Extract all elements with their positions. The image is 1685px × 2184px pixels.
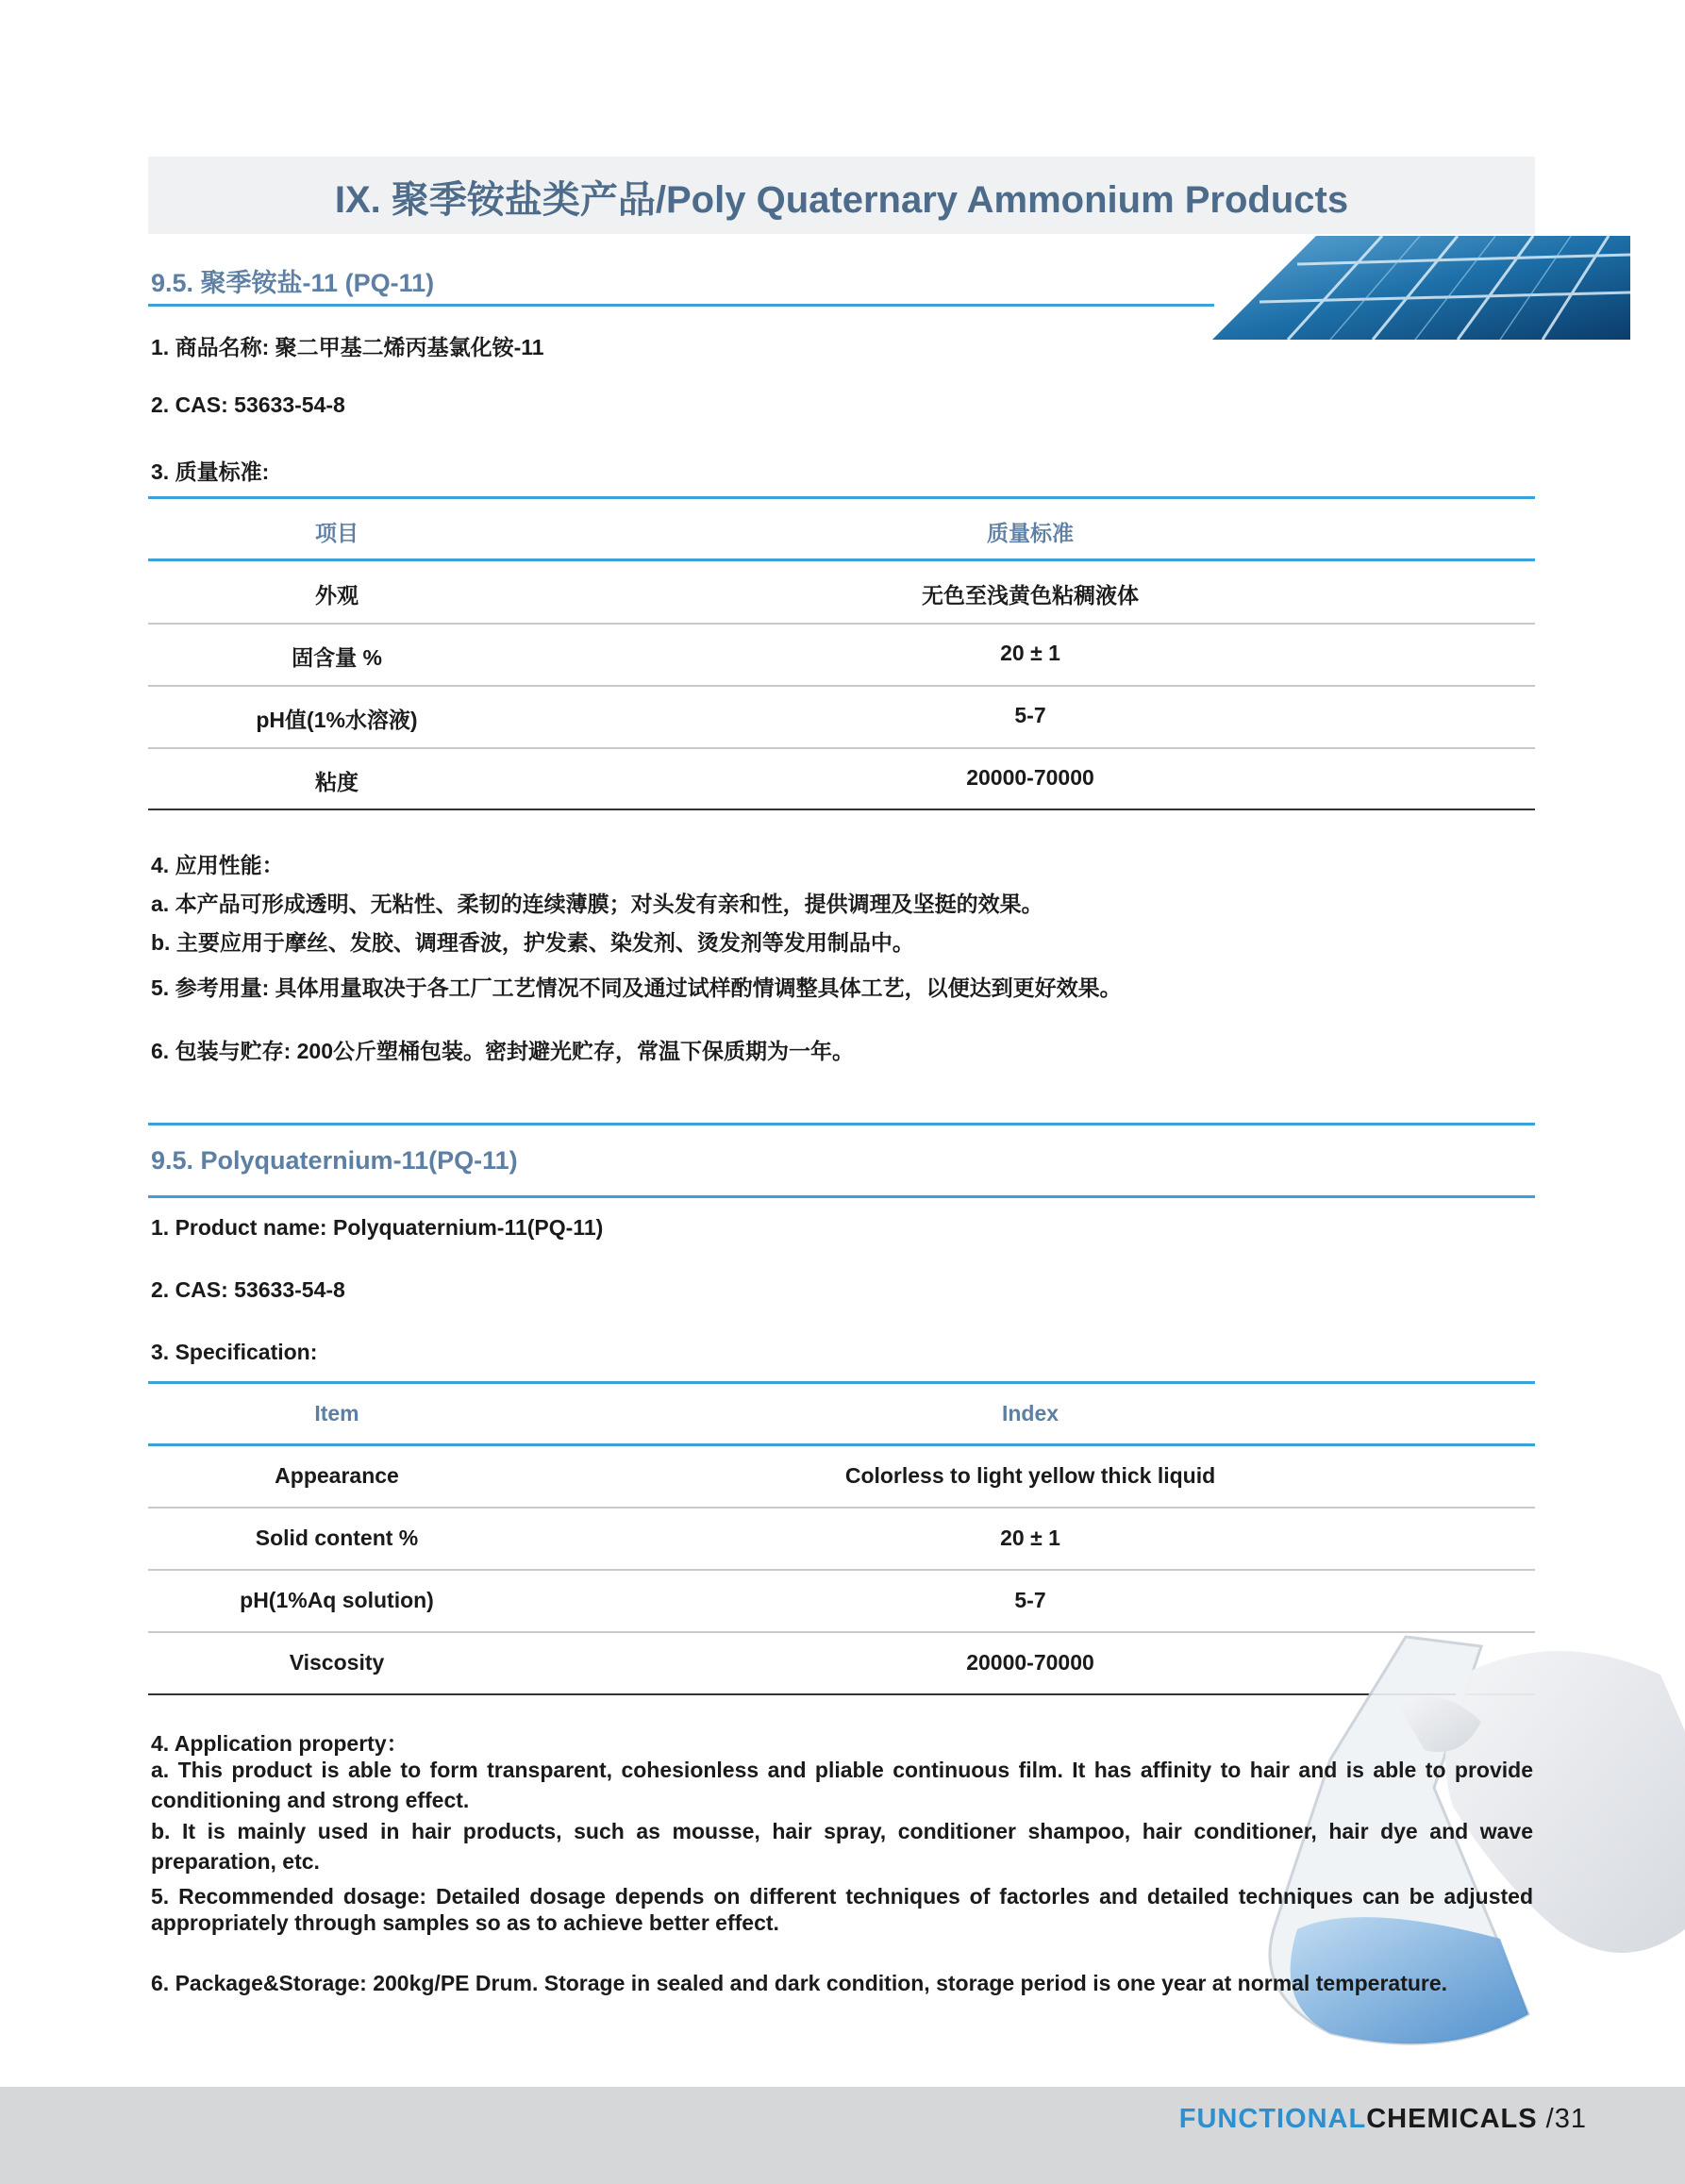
cn-cas: 2. CAS: 53633-54-8 xyxy=(151,392,345,417)
cn-row3-value: 5-7 xyxy=(1014,703,1046,727)
cn-application-label: 4. 应用性能： xyxy=(151,853,284,877)
cn-table-bottom-rule xyxy=(148,809,1535,810)
en-application-b: b. It is mainly used in hair products, such as mousse, hair spray, conditioner shampoo, hair conditioner, hair dye and wave preparation, etc. xyxy=(151,1819,1533,1874)
en-row1-value: Colorless to light yellow thick liquid xyxy=(844,1463,1216,1488)
cn-row3-item: pH值(1%水溶液) xyxy=(256,708,418,732)
en-row2-item: Solid content % xyxy=(255,1525,419,1550)
en-heading-rule xyxy=(148,1195,1535,1198)
cn-heading-rule xyxy=(148,304,1214,307)
en-application-label: 4. Application property： xyxy=(151,1731,409,1756)
en-cas: 2. CAS: 53633-54-8 xyxy=(151,1277,345,1302)
en-section-top-rule xyxy=(148,1123,1535,1125)
en-table-header-item: Item xyxy=(314,1401,359,1425)
cn-spec-label: 3. 质量标准: xyxy=(151,459,270,484)
en-row2-value: 20 ± 1 xyxy=(1000,1525,1060,1550)
cn-table-header-item: 项目 xyxy=(315,521,359,545)
cn-table-header-rule xyxy=(148,559,1535,561)
en-application-a: a. This product is able to form transparent, cohesionless and pliable continuous film. It has affinity to hair and is able to provide conditioning and strong effect. xyxy=(151,1758,1533,1812)
cn-row-divider xyxy=(148,685,1535,687)
cn-table-header-standard: 质量标准 xyxy=(987,521,1074,545)
cn-row2-value: 20 ± 1 xyxy=(1000,641,1060,665)
cn-application-b: b. 主要应用于摩丝、发胶、调理香波，护发素、染发剂、烫发剂等发用制品中。 xyxy=(151,930,914,955)
en-spec-label: 3. Specification: xyxy=(151,1340,318,1364)
cn-row-divider xyxy=(148,747,1535,749)
en-row4-item: Viscosity xyxy=(289,1650,385,1675)
cn-row-divider xyxy=(148,623,1535,625)
cn-application-a: a. 本产品可形成透明、无粘性、柔韧的连续薄膜；对头发有亲和性，提供调理及坚挺的效果。 xyxy=(151,892,1043,916)
page-title: IX. 聚季铵盐类产品/Poly Quaternary Ammonium Products xyxy=(334,179,1349,221)
cn-product-name: 1. 商品名称: 聚二甲基二烯丙基氯化铵-11 xyxy=(151,335,544,359)
en-row-divider xyxy=(148,1507,1535,1509)
en-product-name: 1. Product name: Polyquaternium-11(PQ-11) xyxy=(151,1215,604,1240)
en-row3-value: 5-7 xyxy=(1014,1588,1046,1612)
en-package: 6. Package&Storage: 200kg/PE Drum. Storage in sealed and dark condition, storage period is one year at normal temperature. xyxy=(151,1971,1448,1995)
en-table-top-rule xyxy=(148,1381,1535,1384)
en-table-header-index: Index xyxy=(1001,1401,1059,1425)
en-section-heading: 9.5. Polyquaternium-11(PQ-11) xyxy=(151,1146,518,1175)
cn-row4-value: 20000-70000 xyxy=(966,765,1094,790)
footer-brand-chemicals: CHEMICALS xyxy=(1366,2104,1538,2134)
en-table-header-rule xyxy=(148,1443,1535,1446)
page-number: /31 xyxy=(1545,2104,1587,2134)
cn-row4-item: 粘度 xyxy=(315,770,359,794)
cn-row2-item: 固含量 % xyxy=(292,645,382,670)
glass-building-image xyxy=(1212,236,1630,340)
cn-table-top-rule xyxy=(148,496,1535,499)
en-row4-value: 20000-70000 xyxy=(966,1650,1094,1675)
en-dosage: 5. Recommended dosage: Detailed dosage depends on different techniques of factorles and detailed techniques can be adjusted appropriately through samples so as to achieve better effect. xyxy=(151,1884,1533,1935)
cn-section-heading: 9.5. 聚季铵盐-11 (PQ-11) xyxy=(151,269,435,297)
cn-package: 6. 包装与贮存: 200公斤塑桶包装。密封避光贮存，常温下保质期为一年。 xyxy=(151,1039,854,1063)
footer-brand-functional: FUNCTIONAL xyxy=(1178,2104,1367,2134)
cn-row1-value: 无色至浅黄色粘稠液体 xyxy=(922,583,1139,608)
en-row3-item: pH(1%Aq solution) xyxy=(240,1588,434,1612)
en-row1-item: Appearance xyxy=(275,1463,399,1488)
en-row-divider xyxy=(148,1569,1535,1571)
cn-row1-item: 外观 xyxy=(315,583,359,608)
footer-band xyxy=(0,2087,1685,2184)
cn-dosage: 5. 参考用量: 具体用量取决于各工厂工艺情况不同及通过试样酌情调整具体工艺，以便达到更好效果。 xyxy=(151,975,1122,1000)
footer-brand xyxy=(1179,2104,1587,2135)
